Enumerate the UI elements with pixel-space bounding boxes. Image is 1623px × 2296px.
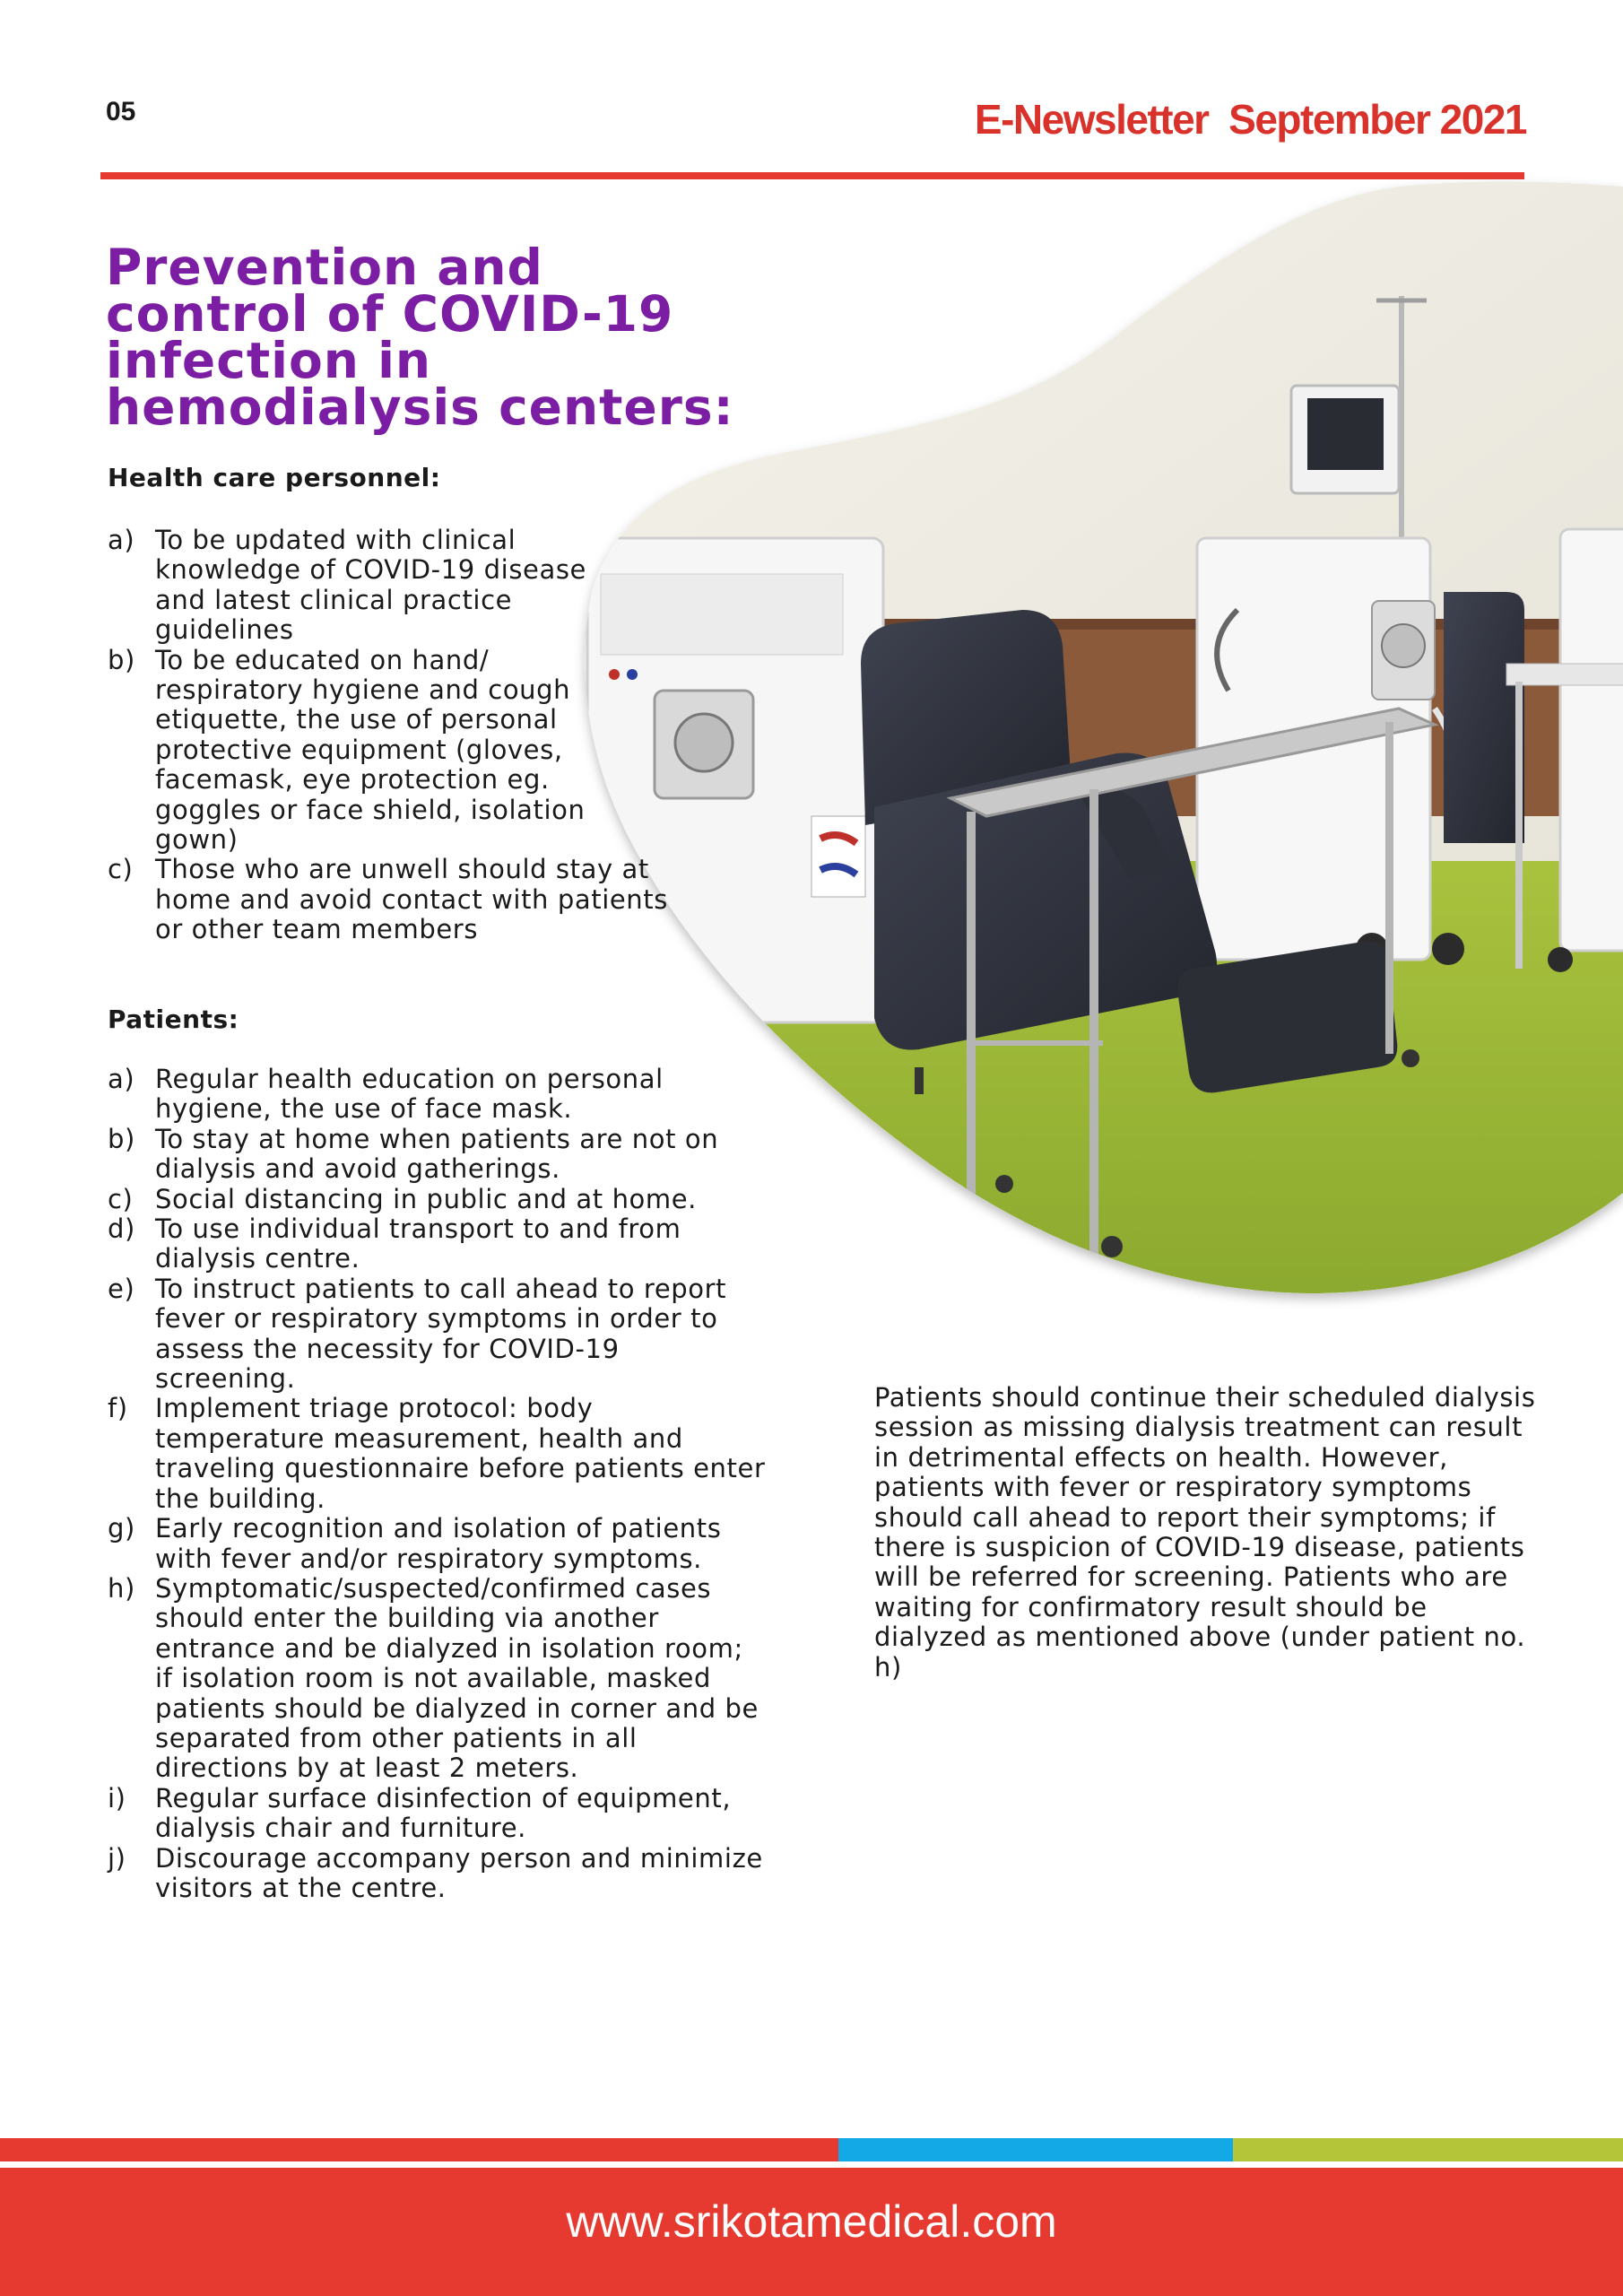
continuation-paragraph: Patients should continue their scheduled dialysis session as missing dialysis treatment can result in detrimental effects on health. However, patients with fever or respiratory symptoms should call ahead to report their symptoms; if there is suspicion of COVID-19 disease, patients will be referred for screening. Patients who are waiting for confirmatory result should be dialyzed as mentioned above (under patient no. h) [874, 1382, 1536, 1683]
list-item [108, 1844, 767, 1904]
list-item [108, 1185, 767, 1214]
list-marker: h) [108, 1572, 135, 1604]
footer-stripe-green [1233, 2138, 1623, 2161]
list-item [108, 1214, 767, 1274]
personnel-heading: Health care personnel: [108, 463, 441, 492]
list-marker: e) [108, 1273, 135, 1304]
article-title: Prevention and control of COVID-19 infection in hemodialysis centers: [106, 239, 734, 436]
list-item-text: To be updated with clinical knowledge of COVID-19 disease and latest clinical practice guidelines [155, 525, 586, 646]
list-marker: c) [108, 1183, 134, 1214]
list-item [108, 646, 646, 856]
list-item-text: To stay at home when patients are not on dialysis and avoid gatherings. [155, 1123, 719, 1185]
list-item [108, 1574, 767, 1784]
list-item-text: Early recognition and isolation of patients with fever and/or respiratory symptoms. [155, 1513, 722, 1574]
list-item-text: Regular health education on personal hygiene, the use of face mask. [155, 1064, 664, 1125]
list-item [108, 1065, 767, 1125]
list-item [108, 1514, 767, 1574]
personnel-list [108, 525, 668, 945]
list-marker: b) [108, 644, 135, 675]
list-item [108, 526, 646, 646]
patients-list [108, 1065, 767, 1903]
footer-stripe-blue [838, 2138, 1233, 2161]
list-item [108, 1125, 767, 1185]
list-item-text: Those who are unwell should stay at home and avoid contact with patients or other team members [155, 854, 668, 945]
list-marker: g) [108, 1513, 135, 1544]
list-marker: j) [108, 1842, 126, 1874]
list-marker: c) [108, 854, 134, 885]
page-number: 05 [106, 97, 136, 126]
newsletter-title: E-Newsletter September 2021 [974, 96, 1526, 143]
list-item [108, 1394, 767, 1514]
list-item-text: Implement triage protocol: body temperature measurement, health and traveling questionnaire before patients enter the building. [155, 1393, 766, 1514]
list-item [108, 1274, 767, 1395]
list-item-text: Regular surface disinfection of equipment, dialysis chair and furniture. [155, 1782, 732, 1844]
list-item-text: To be educated on hand/ respiratory hygiene and cough etiquette, the use of personal protective equipment (gloves, facemask, eye protection eg. goggles or face shield, isolation gown) [155, 644, 586, 856]
list-marker: a) [108, 1064, 135, 1094]
list-item-text: To instruct patients to call ahead to report fever or respiratory symptoms in order to assess the necessity for COVID-19 screening. [155, 1273, 727, 1395]
list-item [108, 1784, 767, 1844]
list-item-text: Symptomatic/suspected/confirmed cases should enter the building via another entrance and be dialyzed in isolation room; if isolation room is not available, masked patients should be dialyzed in corner and be separated from other patients in all directions by at least 2 meters. [155, 1572, 759, 1784]
website-link[interactable]: www.srikotamedical.com [566, 2196, 1057, 2247]
list-item-text: Social distancing in public and at home. [155, 1183, 697, 1214]
footer-stripe-red [0, 2138, 838, 2161]
list-item-text: Discourage accompany person and minimize visitors at the centre. [155, 1842, 763, 1903]
list-marker: f) [108, 1393, 128, 1424]
list-item [108, 855, 702, 944]
list-marker: b) [108, 1123, 135, 1154]
patients-heading: Patients: [108, 1004, 239, 1034]
list-item-text: To use individual transport to and from dialysis centre. [155, 1213, 681, 1274]
list-marker: a) [108, 525, 135, 555]
list-marker: d) [108, 1213, 135, 1245]
list-marker: i) [108, 1782, 126, 1813]
